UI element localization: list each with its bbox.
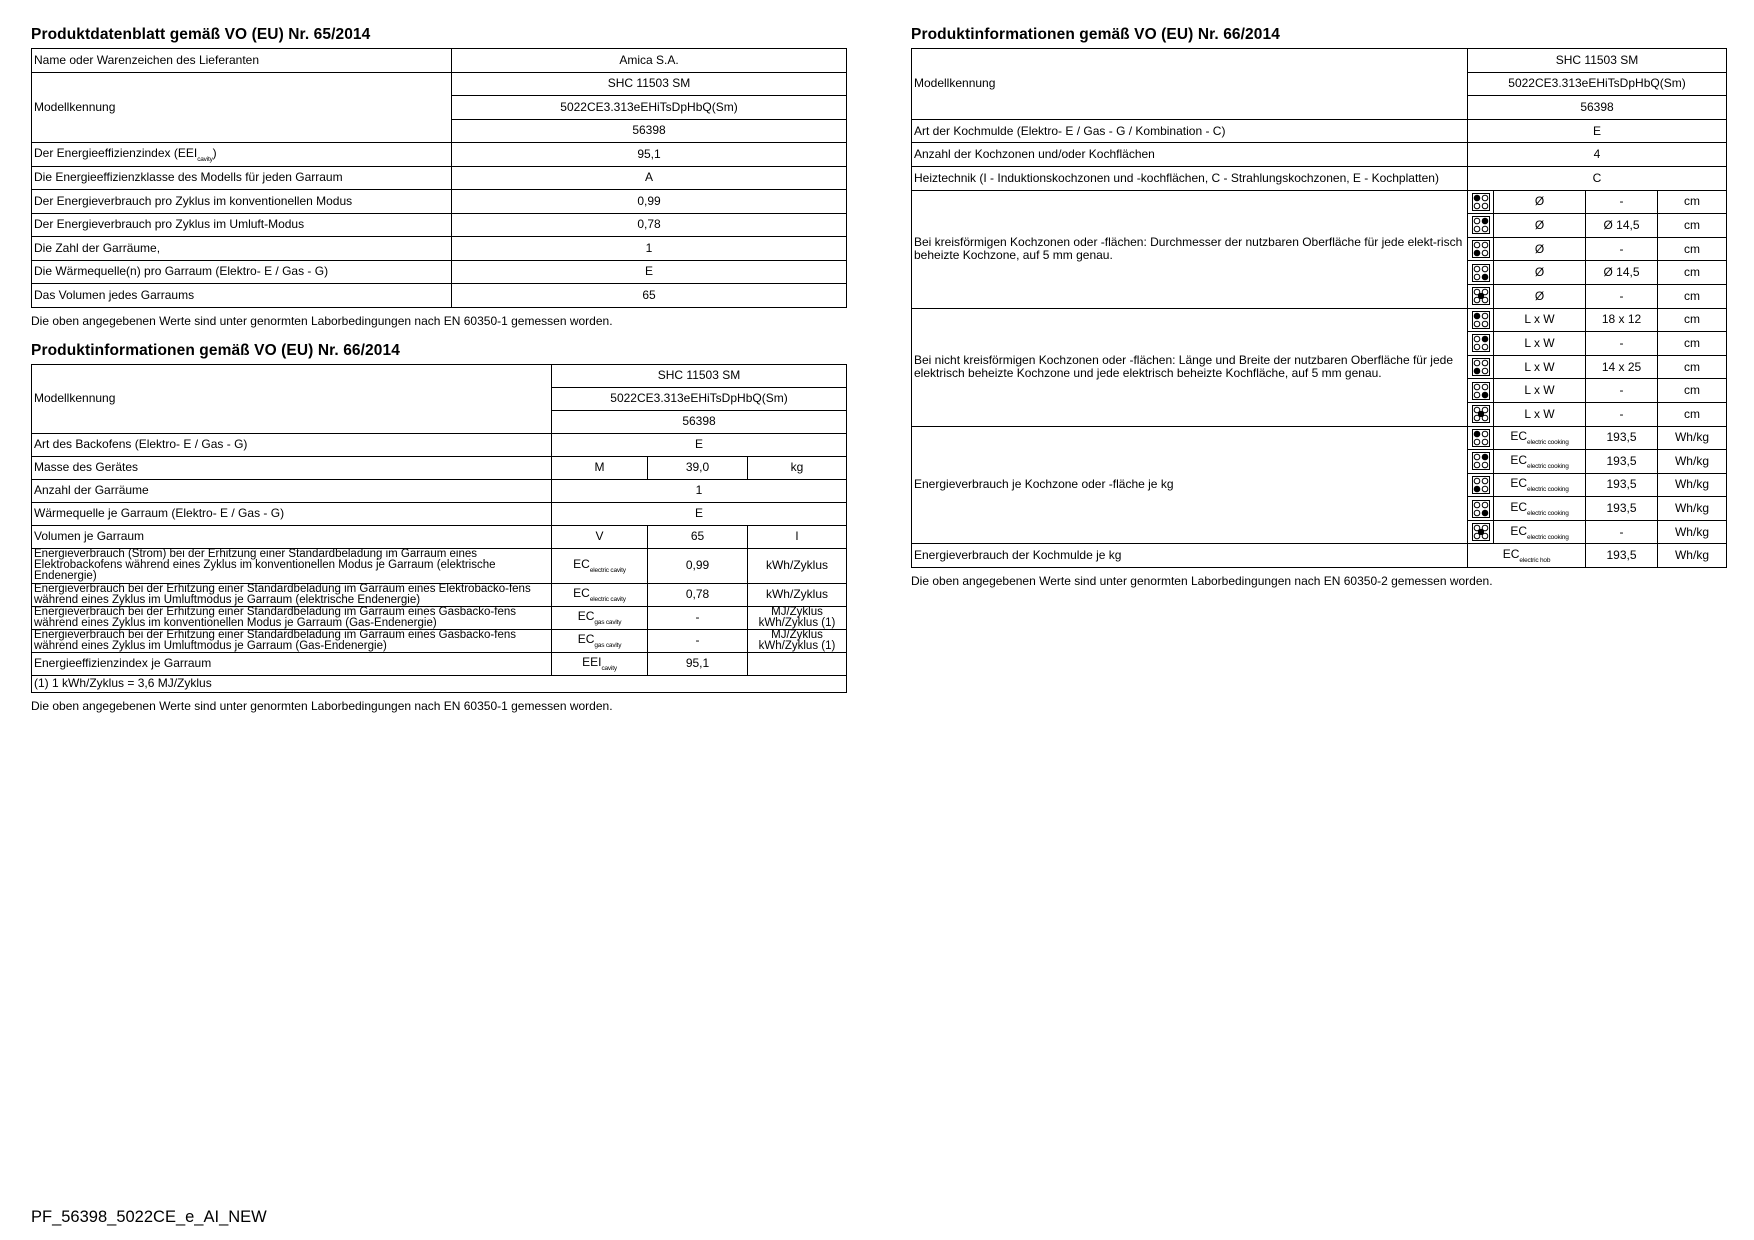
model-value-3: 56398 <box>1468 96 1727 120</box>
zone-value: - <box>1586 379 1658 403</box>
table-row <box>912 166 1727 190</box>
table-row <box>32 606 847 629</box>
volume-symbol: V <box>552 525 648 548</box>
footnote: (1) 1 kWh/Zyklus = 3,6 MJ/Zyklus <box>32 675 847 692</box>
zone-unit: Wh/kg <box>1658 520 1727 544</box>
table-row <box>32 166 847 190</box>
sheet3-zones-table <box>911 190 1727 569</box>
table-row <box>32 143 847 167</box>
eei-value: 95,1 <box>452 143 847 167</box>
hob-zone-top-left-icon <box>1468 426 1494 450</box>
zone-symbol: $EC_{electric cooking}$ <box>1494 426 1586 450</box>
zone-symbol: Ø <box>1494 261 1586 285</box>
zone-symbol: Ø <box>1494 214 1586 238</box>
hob-zone-top-right-icon <box>1468 332 1494 356</box>
table-row <box>32 213 847 237</box>
sheet3-note: Die oben angegebenen Werte sind unter genormten Laborbedingungen nach EN 60350-2 gemessen worden. <box>911 574 1493 589</box>
eei-label: Energieeffizienzindex je Garraum <box>32 652 552 675</box>
ec-unit: kWh/Zyklus <box>748 548 847 583</box>
zone-unit: cm <box>1658 284 1727 308</box>
table-row <box>32 433 847 456</box>
noncircular-zones-label: Bei nicht kreisförmigen Kochzonen oder -flächen: Länge und Breite der nutzbaren Oberfläche für jede elektrisch beheizte Kochzone und jede elektrisch beheizte Kochfläche, auf 5 mm genau. <box>912 308 1468 426</box>
heating-label: Heiztechnik (I - Induktionskochzonen und -kochflächen, C - Strahlungskochzonen, E - Kochplatten) <box>912 166 1468 190</box>
product-info-hob-66-2014 <box>911 26 1727 588</box>
ec-value: 0,99 <box>648 548 748 583</box>
sheet2-title: Produktinformationen gemäß VO (EU) Nr. 66/2014 <box>31 341 400 359</box>
ec-fan-electric-label: Energieverbrauch bei der Erhitzung einer Standardbeladung im Garraum eines Elektrobacko-fens während eines Zyklus im Umluftmodus je Garraum (elektrische Endenergie) <box>32 583 552 606</box>
mass-value: 39,0 <box>648 456 748 479</box>
zone-value: - <box>1586 190 1658 214</box>
model-label: Modellkennung <box>32 72 452 143</box>
sheet2-table <box>31 364 847 693</box>
hob-zone-center-icon <box>1468 520 1494 544</box>
zone-unit: cm <box>1658 237 1727 261</box>
energy-hob-symbol: $EC_{electric hob}$ <box>1468 544 1586 568</box>
model-value-1: SHC 11503 SM <box>452 72 847 96</box>
product-data-sheet-65-2014 <box>31 26 847 713</box>
efficiency-class-value: A <box>452 166 847 190</box>
circular-zones-label: Bei kreisförmigen Kochzonen oder -flächen: Durchmesser der nutzbaren Oberfläche für jede elekt-risch beheizte Kochzone, auf 5 mm genau. <box>912 190 1468 308</box>
zone-unit: cm <box>1658 402 1727 426</box>
model-value-2: 5022CE3.313eEHiTsDpHbQ(Sm) <box>452 96 847 120</box>
model-value-3: 56398 <box>452 119 847 143</box>
model-value-1: SHC 11503 SM <box>552 364 847 387</box>
hob-zone-top-right-icon <box>1468 214 1494 238</box>
table-row <box>912 426 1727 450</box>
table-row <box>32 456 847 479</box>
ec-unit: MJ/Zyklus kWh/Zyklus (1) <box>748 606 847 629</box>
table-row <box>32 502 847 525</box>
cavities-value: 1 <box>552 479 847 502</box>
hob-zone-center-icon <box>1468 402 1494 426</box>
supplier-label: Name oder Warenzeichen des Lieferanten <box>32 49 452 73</box>
sheet1-note: Die oben angegebenen Werte sind unter genormten Laborbedingungen nach EN 60350-1 gemessen worden. <box>31 313 613 328</box>
zone-unit: cm <box>1658 190 1727 214</box>
model-value-3: 56398 <box>552 410 847 433</box>
table-row <box>912 308 1727 332</box>
eei-symbol: $EEI_{cavity}$ <box>552 652 648 675</box>
zone-unit: Wh/kg <box>1658 497 1727 521</box>
sheet3-table <box>911 48 1727 191</box>
zone-symbol: L x W <box>1494 402 1586 426</box>
sheet3-title: Produktinformationen gemäß VO (EU) Nr. 66/2014 <box>911 26 1280 43</box>
heat-source-value: E <box>552 502 847 525</box>
zone-value: 18 x 12 <box>1586 308 1658 332</box>
table-row <box>32 583 847 606</box>
table-row <box>32 548 847 583</box>
zone-symbol: $EC_{electric cooking}$ <box>1494 450 1586 474</box>
zone-symbol: Ø <box>1494 237 1586 261</box>
cavity-count-value: 1 <box>452 237 847 261</box>
document-footer: PF_56398_5022CE_e_AI_NEW <box>31 1208 267 1226</box>
mass-symbol: M <box>552 456 648 479</box>
table-row <box>32 479 847 502</box>
zone-unit: cm <box>1658 332 1727 356</box>
hob-zone-bottom-left-icon <box>1468 473 1494 497</box>
table-row <box>912 49 1727 73</box>
ec-symbol: $EC_{gas cavity}$ <box>552 629 648 652</box>
volume-label: Das Volumen jedes Garraums <box>32 284 452 308</box>
zone-value: 193,5 <box>1586 426 1658 450</box>
mass-unit: kg <box>748 456 847 479</box>
sheet1-table <box>31 48 847 308</box>
ec-fan-gas-label: Energieverbrauch bei der Erhitzung einer Standardbeladung im Garraum eines Gasbacko-fens während eines Zyklus im Umluftmodus je Garraum (Gas-Endenergie) <box>32 629 552 652</box>
model-value-2: 5022CE3.313eEHiTsDpHbQ(Sm) <box>1468 72 1727 96</box>
table-row <box>32 364 847 387</box>
zone-unit: cm <box>1658 355 1727 379</box>
model-label: Modellkennung <box>32 364 552 433</box>
energy-per-zone-label: Energieverbrauch je Kochzone oder -fläche je kg <box>912 426 1468 544</box>
table-row <box>32 525 847 548</box>
zone-value: - <box>1586 237 1658 261</box>
table-row <box>912 143 1727 167</box>
ec-symbol: $EC_{electric cavity}$ <box>552 583 648 606</box>
hob-zone-center-icon <box>1468 284 1494 308</box>
volume-value: 65 <box>648 525 748 548</box>
zone-unit: Wh/kg <box>1658 473 1727 497</box>
energy-hob-value: 193,5 <box>1586 544 1658 568</box>
table-row <box>32 629 847 652</box>
supplier-value: Amica S.A. <box>452 49 847 73</box>
ec-unit: kWh/Zyklus <box>748 583 847 606</box>
zone-symbol: $EC_{electric cooking}$ <box>1494 497 1586 521</box>
energy-hob-unit: Wh/kg <box>1658 544 1727 568</box>
hob-zone-bottom-right-icon <box>1468 261 1494 285</box>
zone-value: - <box>1586 520 1658 544</box>
ec-conventional-gas-label: Energieverbrauch bei der Erhitzung einer Standardbeladung im Garraum eines Gasbacko-fens während eines Zyklus im konventionellen Modus je Garraum (Gas-Endenergie) <box>32 606 552 629</box>
zone-symbol: $EC_{electric cooking}$ <box>1494 520 1586 544</box>
zone-value: Ø 14,5 <box>1586 261 1658 285</box>
cavities-label: Anzahl der Garräume <box>32 479 552 502</box>
zone-value: 193,5 <box>1586 497 1658 521</box>
fan-energy-value: 0,78 <box>452 213 847 237</box>
zone-unit: Wh/kg <box>1658 426 1727 450</box>
zone-value: 193,5 <box>1586 450 1658 474</box>
zone-unit: cm <box>1658 214 1727 238</box>
hob-zone-top-right-icon <box>1468 450 1494 474</box>
zone-symbol: L x W <box>1494 379 1586 403</box>
hob-zone-top-left-icon <box>1468 190 1494 214</box>
model-label: Modellkennung <box>912 49 1468 120</box>
ec-conventional-electric-label: Energieverbrauch (Strom) bei der Erhitzung einer Standardbeladung im Garraum eines Elektrobackofens während eines Zyklus im konventionellen Modus je Garraum (elektrische Endenergie) <box>32 548 552 583</box>
zones-label: Anzahl der Kochzonen und/oder Kochflächen <box>912 143 1468 167</box>
zone-unit: cm <box>1658 261 1727 285</box>
volume-unit: l <box>748 525 847 548</box>
zone-value: - <box>1586 284 1658 308</box>
hob-type-label: Art der Kochmulde (Elektro- E / Gas - G / Kombination - C) <box>912 119 1468 143</box>
zone-symbol: L x W <box>1494 332 1586 356</box>
ec-symbol: $EC_{electric cavity}$ <box>552 548 648 583</box>
cavity-count-label: Die Zahl der Garräume, <box>32 237 452 261</box>
heat-source-value: E <box>452 260 847 284</box>
zone-value: Ø 14,5 <box>1586 214 1658 238</box>
table-row <box>32 237 847 261</box>
hob-zone-top-left-icon <box>1468 308 1494 332</box>
sheet1-title: Produktdatenblatt gemäß VO (EU) Nr. 65/2014 <box>31 26 371 43</box>
volume-label: Volumen je Garraum <box>32 525 552 548</box>
table-row <box>32 190 847 214</box>
ec-value: 0,78 <box>648 583 748 606</box>
sheet2-note: Die oben angegebenen Werte sind unter genormten Laborbedingungen nach EN 60350-1 gemessen worden. <box>31 698 613 713</box>
zone-symbol: L x W <box>1494 308 1586 332</box>
table-row <box>912 544 1727 568</box>
zone-unit: Wh/kg <box>1658 450 1727 474</box>
conventional-energy-label: Der Energieverbrauch pro Zyklus im konventionellen Modus <box>32 190 452 214</box>
mass-label: Masse des Gerätes <box>32 456 552 479</box>
ec-symbol: $EC_{gas cavity}$ <box>552 606 648 629</box>
hob-zone-bottom-right-icon <box>1468 497 1494 521</box>
zone-unit: cm <box>1658 308 1727 332</box>
table-row <box>32 49 847 73</box>
model-value-2: 5022CE3.313eEHiTsDpHbQ(Sm) <box>552 387 847 410</box>
eei-unit <box>748 652 847 675</box>
heat-source-label: Wärmequelle je Garraum (Elektro- E / Gas - G) <box>32 502 552 525</box>
zone-symbol: Ø <box>1494 284 1586 308</box>
volume-value: 65 <box>452 284 847 308</box>
table-row <box>32 675 847 692</box>
zone-value: 193,5 <box>1586 473 1658 497</box>
hob-zone-bottom-right-icon <box>1468 379 1494 403</box>
table-row <box>912 119 1727 143</box>
ec-value: - <box>648 629 748 652</box>
zone-symbol: L x W <box>1494 355 1586 379</box>
ec-value: - <box>648 606 748 629</box>
model-value-1: SHC 11503 SM <box>1468 49 1727 73</box>
table-row <box>32 652 847 675</box>
ec-unit: MJ/Zyklus kWh/Zyklus (1) <box>748 629 847 652</box>
zone-symbol: $EC_{electric cooking}$ <box>1494 473 1586 497</box>
energy-hob-label: Energieverbrauch der Kochmulde je kg <box>912 544 1468 568</box>
zone-value: - <box>1586 402 1658 426</box>
zone-symbol: Ø <box>1494 190 1586 214</box>
hob-zone-bottom-left-icon <box>1468 355 1494 379</box>
hob-zone-bottom-left-icon <box>1468 237 1494 261</box>
efficiency-class-label: Die Energieeffizienzklasse des Modells für jeden Garraum <box>32 166 452 190</box>
heat-source-label: Die Wärmequelle(n) pro Garraum (Elektro- E / Gas - G) <box>32 260 452 284</box>
zone-unit: cm <box>1658 379 1727 403</box>
table-row <box>32 72 847 96</box>
zone-value: 14 x 25 <box>1586 355 1658 379</box>
conventional-energy-value: 0,99 <box>452 190 847 214</box>
hob-type-value: E <box>1468 119 1727 143</box>
zone-value: - <box>1586 332 1658 356</box>
fan-energy-label: Der Energieverbrauch pro Zyklus im Umluft-Modus <box>32 213 452 237</box>
heating-value: C <box>1468 166 1727 190</box>
eei-label: Der Energieeffizienzindex $(EEI_{cavity})$ <box>32 143 452 167</box>
eei-value: 95,1 <box>648 652 748 675</box>
table-row <box>32 284 847 308</box>
table-row <box>912 190 1727 214</box>
oven-type-label: Art des Backofens (Elektro- E / Gas - G) <box>32 433 552 456</box>
table-row <box>32 260 847 284</box>
oven-type-value: E <box>552 433 847 456</box>
zones-value: 4 <box>1468 143 1727 167</box>
